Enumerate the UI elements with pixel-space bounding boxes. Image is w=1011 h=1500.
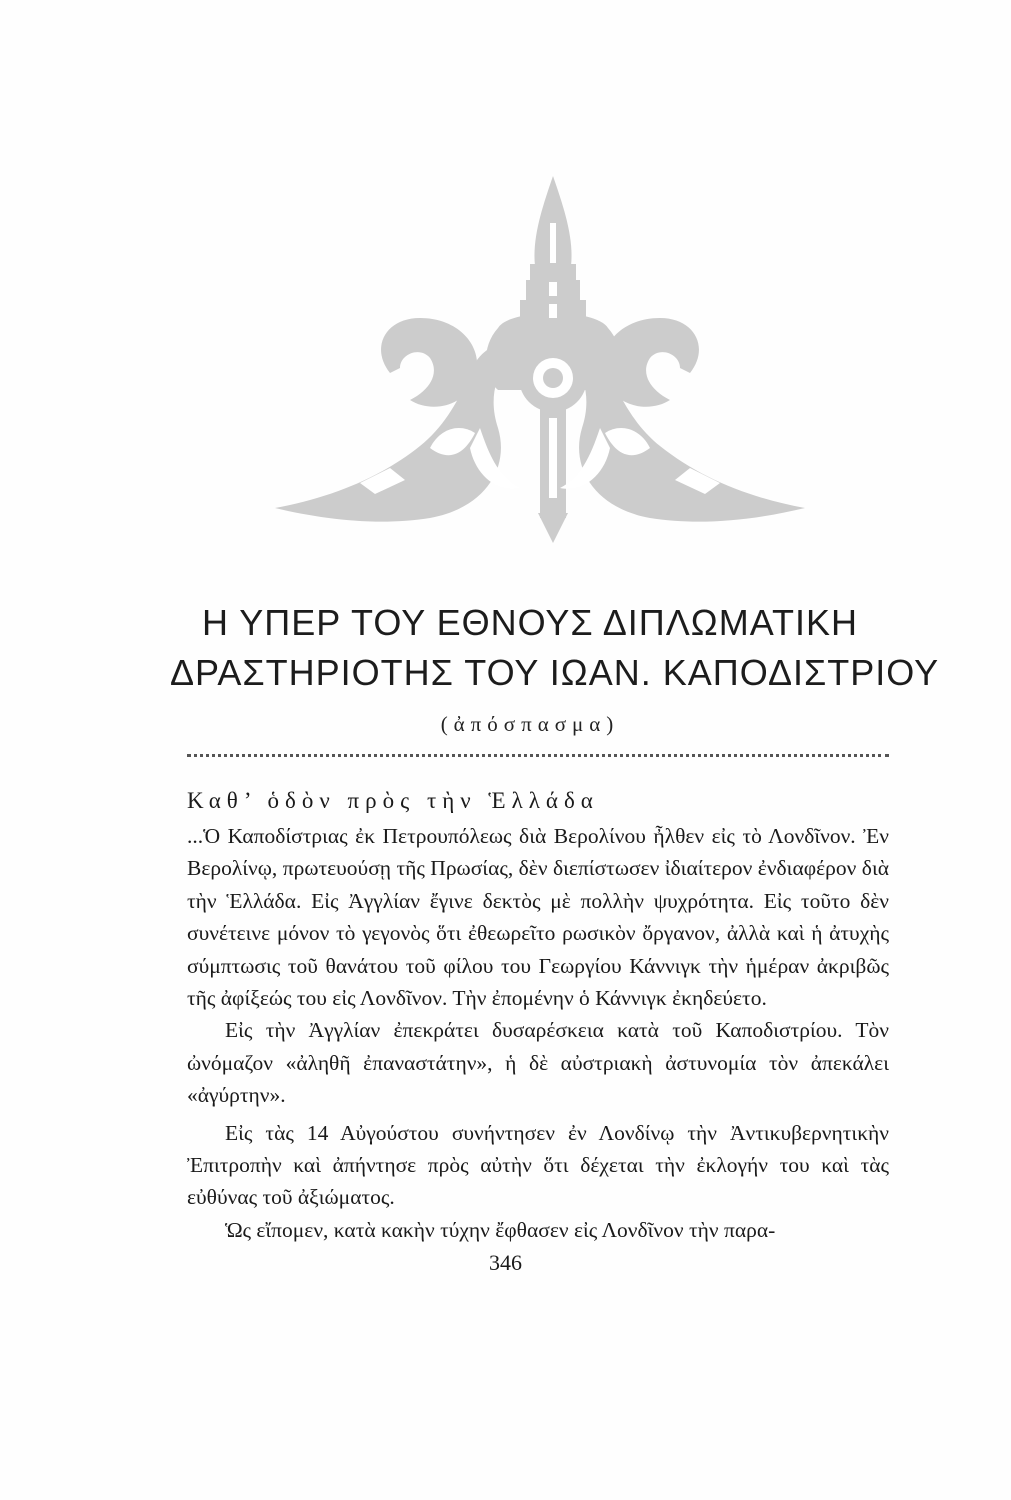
title-line-2: ΔΡΑΣΤΗΡΙΟΤΗΣ ΤΟΥ ΙΩΑΝ. ΚΑΠΟΔΙΣΤΡΙΟΥ	[170, 652, 940, 693]
decorative-headpiece-ornament	[270, 168, 810, 558]
paragraph-4: Ὡς εἴπομεν, κατὰ κακὴν τύχην ἔφθασεν εἰς Λονδῖνον τὴν παρα-	[225, 1217, 776, 1242]
subtitle-excerpt: (ἀπόσπασμα)	[440, 712, 620, 736]
title-line-1: Η ΥΠΕΡ ΤΟΥ ΕΘΝΟΥΣ ΔΙΠΛΩΜΑΤΙΚΗ	[201, 602, 859, 643]
paragraph-1: ...Ὁ Καποδίστριας ἐκ Πετρουπόλεως διὰ Βερολίνου ἦλθεν εἰς τὸ Λονδῖνον. Ἐν Βερολίνῳ, πρωτευούσῃ τῆς Πρωσίας, δὲν διεπίστωσεν ἰδιαίτερον ἐνδιαφέρον διὰ τὴν Ἑλλάδα. Εἰς Ἀγγλίαν ἔγινε δεκτὸς μὲ πολλὴν ψυχρότητα. Εἰς τοῦτο δὲν συνέτεινε μόνον τὸ γεγονὸς ὅτι ἐθεωρεῖτο ρωσικὸν ὄργανον, ἀλλὰ καὶ ἡ ἀτυχὴς σύμπτωσις τοῦ θανάτου τοῦ φίλου του Γεωργίου Κάννιγκ τὴν ἡμέραν ἀκριβῶς τῆς ἀφίξεώς του εἰς Λονδῖνον. Τὴν ἐπομένην ὁ Κάννιγκ ἐκηδεύετο.	[187, 824, 889, 1011]
section-heading: Καθ’ ὁδὸν πρὸς τὴν Ἑλλάδα	[187, 788, 599, 813]
dotted-ellipsis-rule	[187, 754, 889, 765]
page-number: 346	[489, 1250, 522, 1275]
body-text	[187, 820, 889, 1246]
paragraph-2: Εἰς τὴν Ἀγγλίαν ἐπεκράτει δυσαρέσκεια κατὰ τοῦ Καποδιστρίου. Τὸν ὠνόμαζον «ἀληθῆ ἐπαναστάτην», ἡ δὲ αὐστριακὴ ἀστυνομία τὸν ἀπεκάλει «ἀγύρτην».	[187, 1018, 889, 1108]
paragraph-3: Εἰς τὰς 14 Αὐγούστου συνήντησεν ἐν Λονδίνῳ τὴν Ἀντικυβερνητικὴν Ἐπιτροπὴν καὶ ἀπήντησε πρὸς αὐτὴν ὅτι δέχεται τὴν ἐκλογήν του καὶ τὰς εὐθύνας τοῦ ἀξιώματος.	[187, 1120, 889, 1210]
